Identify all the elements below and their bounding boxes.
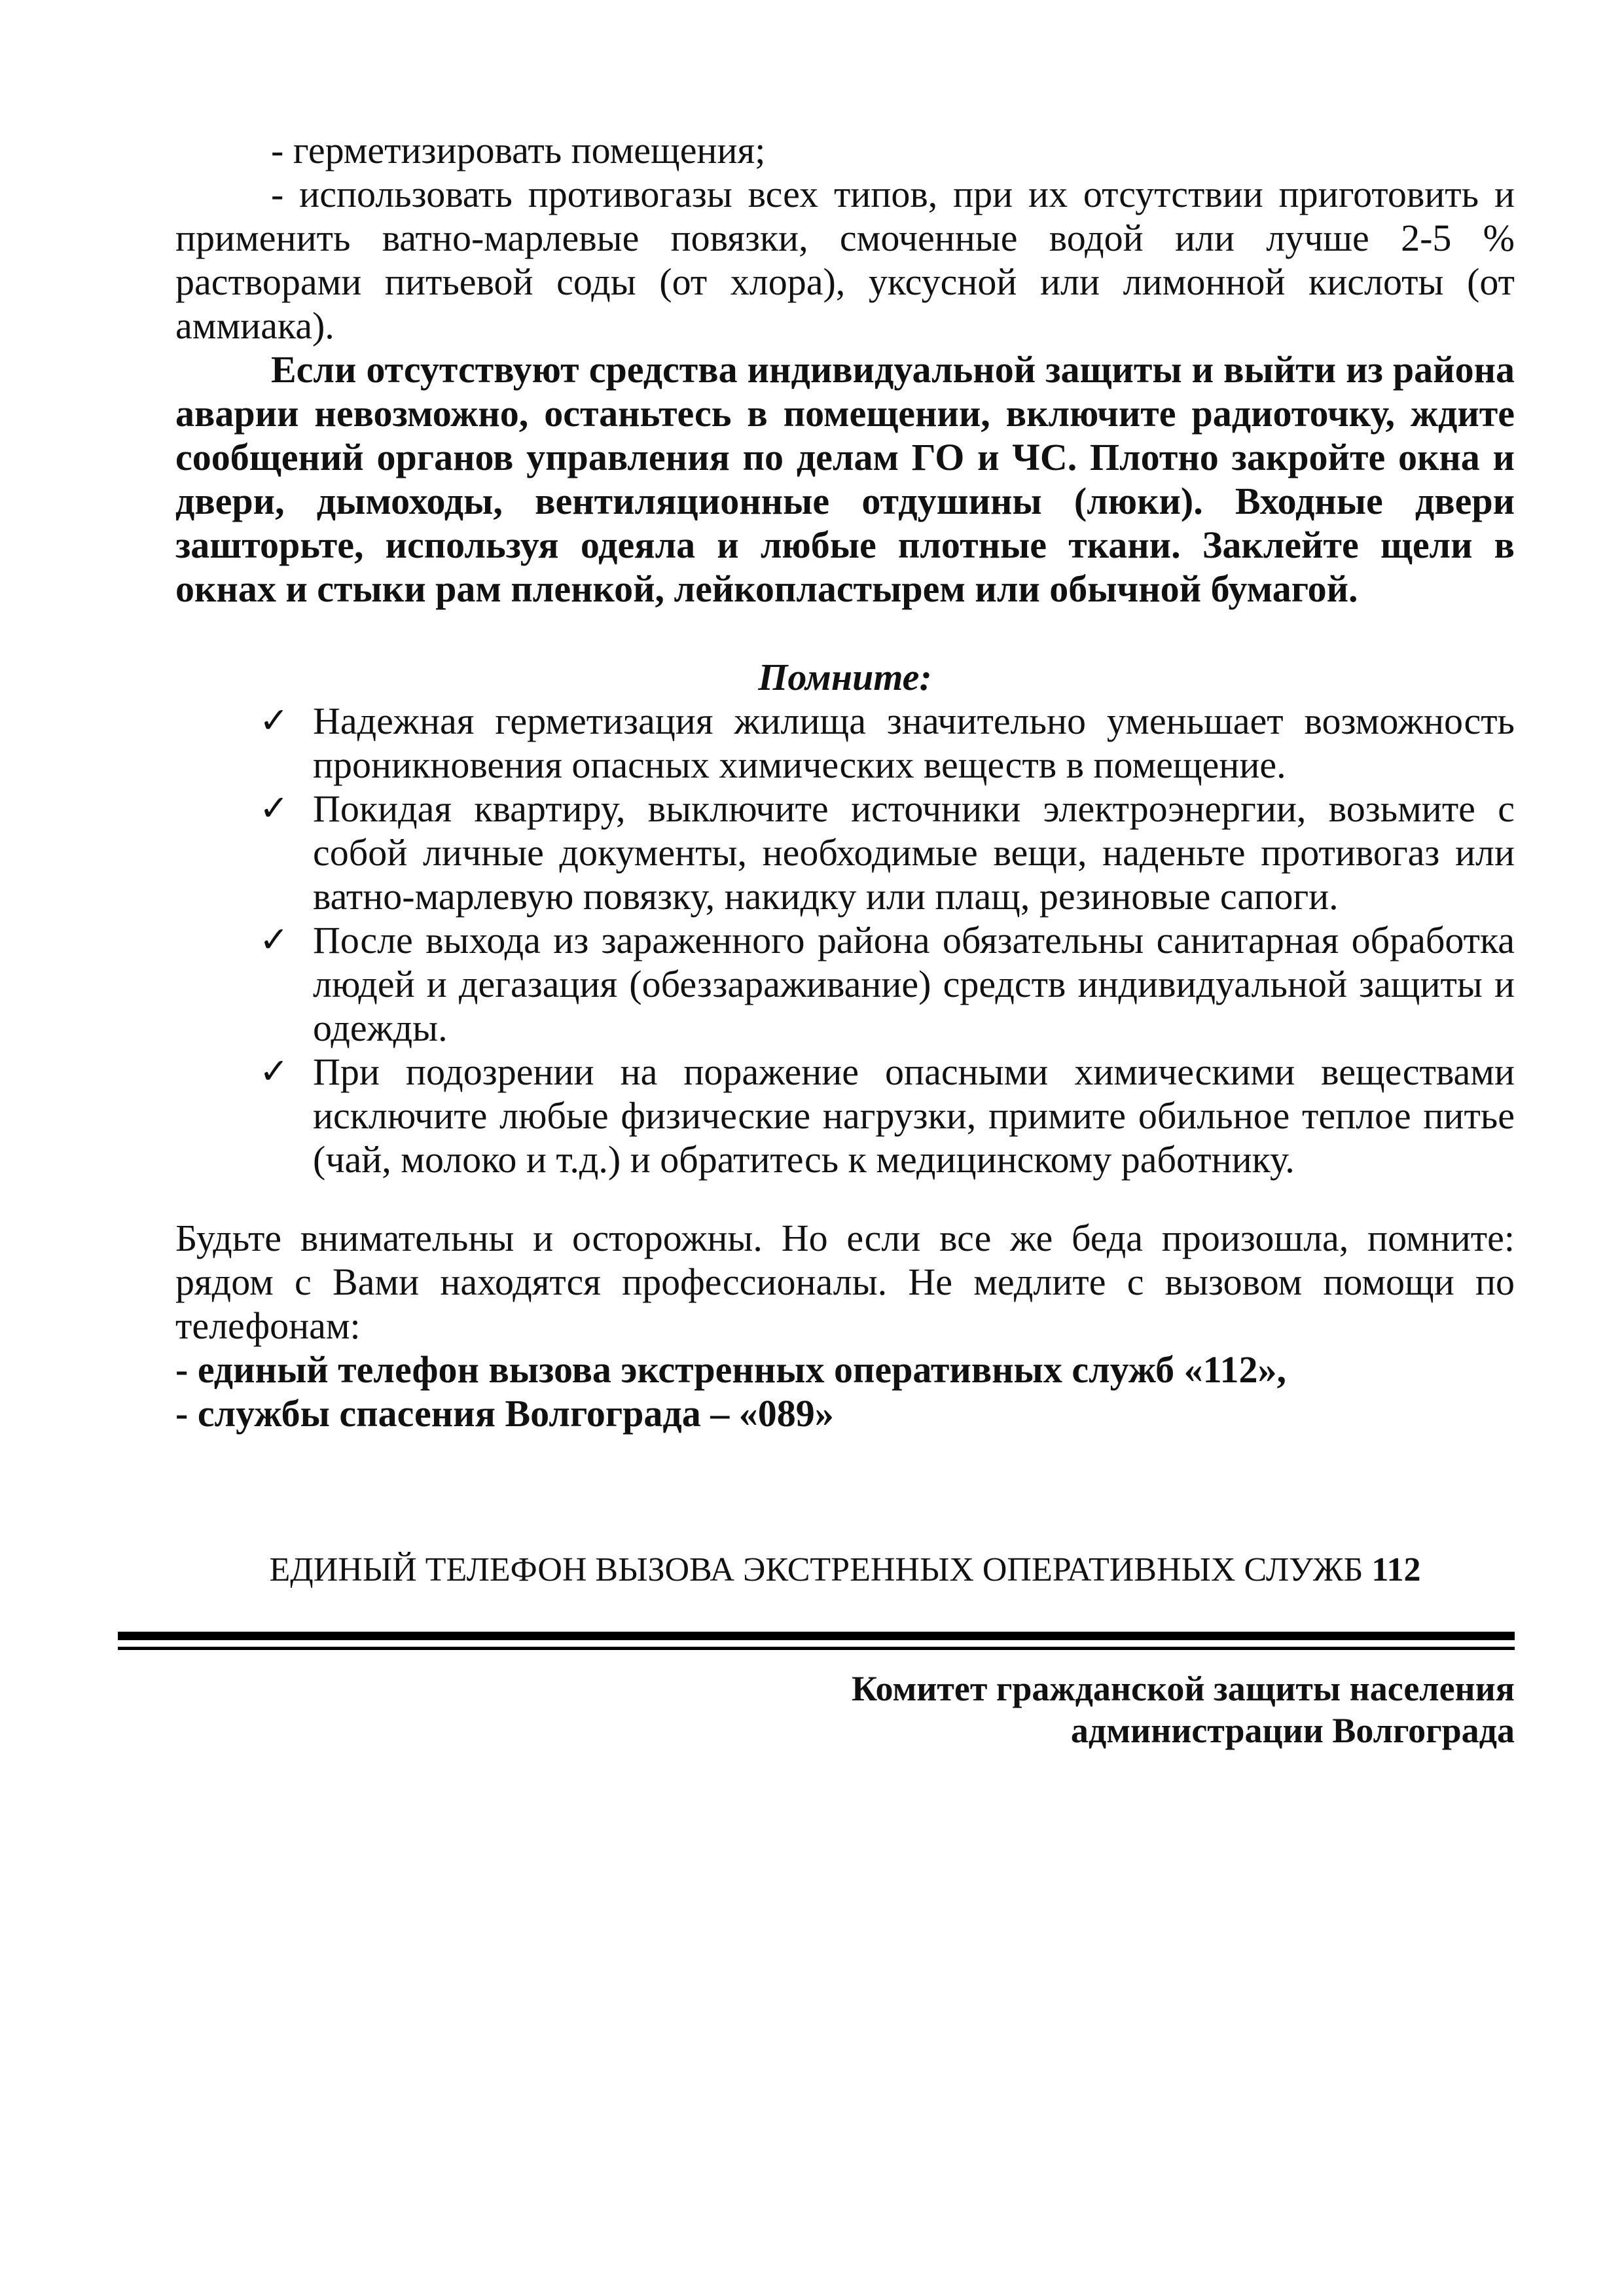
hotline-banner bbox=[175, 1549, 1515, 1591]
organization-line-2: администрации Волгограда bbox=[1070, 1711, 1515, 1750]
check-icon: ✓ bbox=[259, 1052, 289, 1091]
remember-title: Помните: bbox=[758, 656, 932, 698]
phone-line-089: - службы спасения Волгограда – «089» bbox=[175, 1392, 834, 1435]
hotline-label: ЕДИНЫЙ ТЕЛЕФОН ВЫЗОВА ЭКСТРЕННЫХ ОПЕРАТИВНЫХ СЛУЖБ bbox=[269, 1551, 1372, 1588]
list-item bbox=[259, 699, 1515, 787]
list-item-text: Надежная герметизация жилища значительно уменьшает возможность проникновения опасных химических веществ в помещение. bbox=[313, 700, 1515, 786]
warning-section bbox=[175, 348, 1515, 611]
remember-checklist bbox=[259, 699, 1515, 1181]
check-icon: ✓ bbox=[259, 920, 289, 960]
intro-section bbox=[175, 128, 1515, 348]
organization-signature bbox=[720, 1668, 1515, 1751]
intro-line-gas-masks: - использовать противогазы всех типов, при их отсутствии приготовить и применить ватно-марлевые повязки, смоченные водой или лучше 2-5 % растворами питьевой соды (от хлора), уксусной или лимонной кислоты (от аммиака). bbox=[175, 173, 1515, 347]
list-item bbox=[259, 918, 1515, 1050]
check-icon: ✓ bbox=[259, 789, 289, 828]
divider-thick bbox=[118, 1632, 1515, 1640]
list-item bbox=[259, 1050, 1515, 1181]
list-item-text: Покидая квартиру, выключите источники электроэнергии, возьмите с собой личные документы, необходимые вещи, наденьте противогаз или ватно-марлевую повязку, накидку или плащ, резиновые сапоги. bbox=[313, 787, 1515, 918]
warning-paragraph: Если отсутствуют средства индивидуальной защиты и выйти из района аварии невозможно, останьтесь в помещении, включите радиоточку, ждите сообщений органов управления по делам ГО и ЧС. Плотно закройте окна и двери, дымоходы, вентиляционные отдушины (люки). Входные двери зашторьте, используя одеяла и любые плотные ткани. Заклейте щели в окнах и стыки рам пленкой, лейкопластырем или обычной бумагой. bbox=[175, 348, 1515, 610]
organization-line-1: Комитет гражданской защиты населения bbox=[852, 1669, 1515, 1708]
intro-line-seal: - герметизировать помещения; bbox=[271, 129, 766, 171]
divider-thin bbox=[118, 1647, 1515, 1650]
check-icon: ✓ bbox=[259, 701, 289, 740]
hotline-number: 112 bbox=[1371, 1551, 1421, 1588]
contacts-paragraph: Будьте внимательны и осторожны. Но если все же беда произошла, помните: рядом с Вами находятся профессионалы. Не медлите с вызовом помощи по телефонам: bbox=[175, 1217, 1515, 1347]
contacts-section bbox=[175, 1216, 1515, 1435]
list-item-text: После выхода из зараженного района обязательны санитарная обработка людей и дегазация (обеззараживание) средств индивидуальной защиты и одежды. bbox=[313, 919, 1515, 1049]
phone-line-112: - единый телефон вызова экстренных оперативных служб «112», bbox=[175, 1348, 1286, 1391]
list-item-text: При подозрении на поражение опасными химическими веществами исключите любые физические нагрузки, примите обильное теплое питье (чай, молоко и т.д.) и обратитесь к медицинскому работнику. bbox=[313, 1050, 1515, 1181]
list-item bbox=[259, 787, 1515, 918]
